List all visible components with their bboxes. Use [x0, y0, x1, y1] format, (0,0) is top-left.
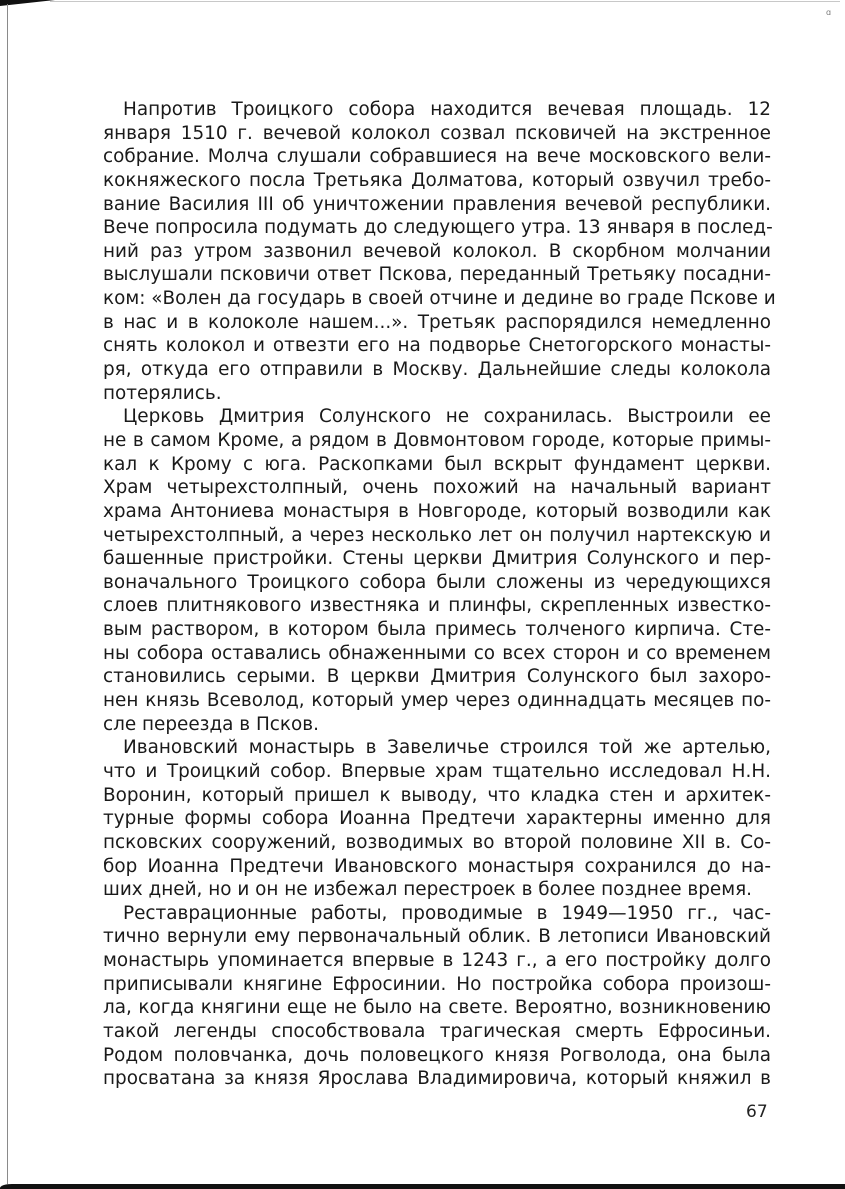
text-line: воначального Троицкого собора были сложены из чередующихся	[103, 571, 771, 593]
text-line: не в самом Кроме, а рядом в Довмонтовом городе, которые примы-	[103, 429, 771, 451]
text-line: Храм четырехстолпный, очень похожий на начальный вариант	[103, 477, 771, 499]
paragraph-ivanovsky-monastery	[103, 736, 771, 901]
text-line: Вече попросила подумать до следующего утра. 13 января в послед-	[103, 217, 773, 239]
page-number: 67	[746, 1102, 768, 1122]
text-line: Родом половчанка, дочь половецкого князя Рогволода, она была	[103, 1044, 771, 1066]
text-line: тично вернули ему первоначальный облик. В летописи Ивановский	[103, 926, 771, 948]
text-line: кокняжеского посла Третьяка Долматова, который озвучил требо-	[103, 169, 771, 191]
text-line: Церковь Дмитрия Солунского не сохранилась. Выстроили ее	[123, 406, 771, 428]
text-line: вание Василия III об уничтожении правления вечевой республики.	[103, 193, 771, 215]
text-line: Напротив Троицкого собора находится вечевая площадь. 12	[123, 99, 771, 120]
text-line: потерялись.	[103, 382, 222, 404]
text-line: Реставрационные работы, проводимые в 1949—1950 гг., час-	[123, 902, 771, 924]
text-line: выслушали псковичи ответ Пскова, переданный Третьяку посадни-	[103, 264, 771, 286]
text-line: вым раствором, в котором была примесь толченого кирпича. Сте-	[103, 619, 771, 641]
text-line: слоев плитнякового известняка и плинфы, скрепленных известко-	[103, 595, 771, 617]
text-line: становились серыми. В церкви Дмитрия Солунского был захоро-	[103, 666, 771, 688]
paragraph-veche-square	[103, 98, 776, 405]
text-line: Воронин, который пришел к выводу, что кладка стен и архитек-	[103, 784, 771, 806]
text-line: в нас и в колоколе нашем...». Третьяк распорядился немедленно	[103, 311, 771, 333]
text-line: нен князь Всеволод, который умер через одиннадцать месяцев по-	[103, 690, 771, 712]
text-line: ла, когда княгини еще не было на свете. Вероятно, возникновению	[103, 997, 771, 1019]
text-line: ших дней, но и он не избежал перестроек в более позднее время.	[103, 879, 752, 901]
text-line: такой легенды способствовала трагическая смерть Ефросиньи.	[103, 1020, 771, 1042]
scan-corner-shadow	[0, 0, 55, 6]
text-line: ний раз утром зазвонил вечевой колокол. В скорбном молчании	[103, 240, 771, 262]
text-line: ны собора оставались обнаженными со всех сторон и со временем	[103, 642, 771, 664]
text-line: псковских сооружений, возводимых во второй половине XII в. Со-	[103, 831, 771, 853]
text-line: башенные пристройки. Стены церкви Дмитрия Солунского и пер-	[103, 548, 771, 570]
text-line: приписывали княгине Ефросинии. Но постройка собора произош-	[103, 973, 771, 995]
paragraph-restoration	[103, 902, 771, 1091]
text-line: сле переезда в Псков.	[103, 713, 319, 735]
text-line: монастырь упоминается впервые в 1243 г., а его постройку долго	[103, 950, 771, 972]
text-line: турные формы собора Иоанна Предтечи характерны именно для	[103, 808, 771, 830]
text-line: бор Иоанна Предтечи Ивановского монастыря сохранился до на-	[103, 855, 771, 877]
page-body-text	[103, 98, 776, 1091]
paragraph-dmitry-church	[103, 405, 771, 736]
text-line: что и Троицкий собор. Впервые храм тщательно исследовал Н.Н.	[103, 760, 771, 782]
text-line: снять колокол и отвезти его на подворье Снетогорского монасты-	[103, 335, 771, 357]
scan-top-edge	[50, 1, 840, 2]
text-line: собрание. Молча слушали собравшиеся на вече московского вели-	[103, 146, 771, 168]
scan-left-edge	[7, 4, 8, 1184]
text-line: ря, откуда его отправили в Москву. Дальнейшие следы колокола	[103, 359, 771, 381]
text-line: просватана за князя Ярослава Владимировича, который княжил в	[103, 1068, 771, 1090]
text-line: Ивановский монастырь в Завеличье строился той же артелью,	[123, 737, 771, 759]
text-line: кал к Крому с юга. Раскопками был вскрыт фундамент церкви.	[103, 453, 771, 475]
scan-bottom-edge	[0, 1184, 845, 1189]
text-line: ком: «Волен да государь в своей отчине и дедине во граде Пскове и	[103, 288, 776, 310]
text-line: января 1510 г. вечевой колокол созвал псковичей на экстренное	[103, 122, 771, 144]
scan-corner-mark: ɑ	[826, 8, 832, 17]
text-line: храма Антониева монастыря в Новгороде, который возводили как	[103, 500, 771, 522]
text-line: четырехстолпный, а через несколько лет он получил нартекскую и	[103, 524, 771, 546]
